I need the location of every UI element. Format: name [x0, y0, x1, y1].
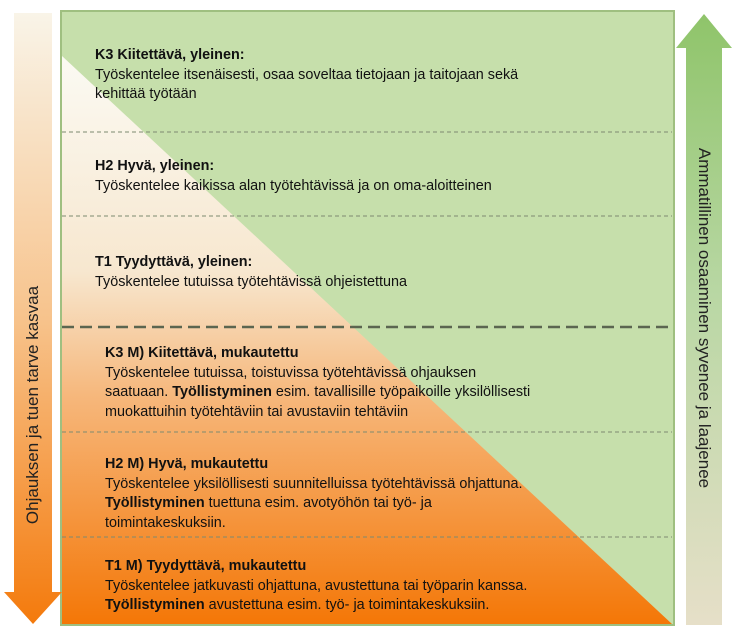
level-title: K3 Kiitettävä, yleinen: [95, 47, 245, 63]
left-axis-label: Ohjauksen ja tuen tarve kasvaa [23, 285, 42, 525]
level-k3-adapted [105, 344, 530, 422]
level-description: toimintakeskuksiin. [105, 514, 226, 531]
level-h2-adapted [105, 455, 523, 533]
level-title: H2 M) Hyvä, mukautettu [105, 456, 269, 472]
level-title: K3 M) Kiitettävä, mukautettu [105, 345, 299, 361]
level-t1-general [95, 253, 407, 292]
level-description: kehittää työtään [95, 86, 197, 102]
employment-label: Työllistyminen [105, 495, 205, 511]
level-description: Työskentelee tutuissa, toistuvissa työtehtävissä ohjauksen [105, 364, 477, 381]
right-axis-label: Ammatillinen osaaminen syvenee ja laajenee [695, 147, 714, 489]
employment-label: Työllistyminen [172, 384, 272, 400]
level-description-line2: Työllistyminen avustettuna esim. työ- ja toimintakeskuksiin. [105, 597, 490, 613]
level-k3-general [95, 46, 518, 105]
level-title: T1 M) Tyydyttävä, mukautettu [105, 558, 307, 574]
level-title: H2 Hyvä, yleinen: [95, 158, 215, 174]
level-description: Työskentelee kaikissa alan työtehtävissä ja on oma-aloitteinen [95, 177, 492, 194]
level-description: Työskentelee itsenäisesti, osaa soveltaa tietojaan ja taitojaan sekä [95, 66, 519, 83]
level-description: Työskentelee jatkuvasti ohjattuna, avustettuna tai työparin kanssa. [105, 577, 528, 594]
level-description-line2: Työllistyminen tuettuna esim. avotyöhön tai työ- ja [105, 495, 432, 511]
level-description: Työskentelee yksilöllisesti suunnitelluissa työtehtävissä ohjattuna. [105, 475, 523, 492]
level-description-line2: saatuaan. Työllistyminen esim. tavallisille työpaikoille yksilöllisesti [105, 384, 531, 400]
level-description: muokattuihin työtehtäviin tai avustaviin tehtäviin [105, 403, 409, 420]
employment-label: Työllistyminen [105, 597, 205, 613]
level-description: Työskentelee tutuissa työtehtävissä ohjeistettuna [95, 273, 407, 290]
level-h2-general [95, 157, 492, 196]
level-title: T1 Tyydyttävä, yleinen: [95, 254, 253, 270]
level-t1-adapted [105, 557, 527, 616]
